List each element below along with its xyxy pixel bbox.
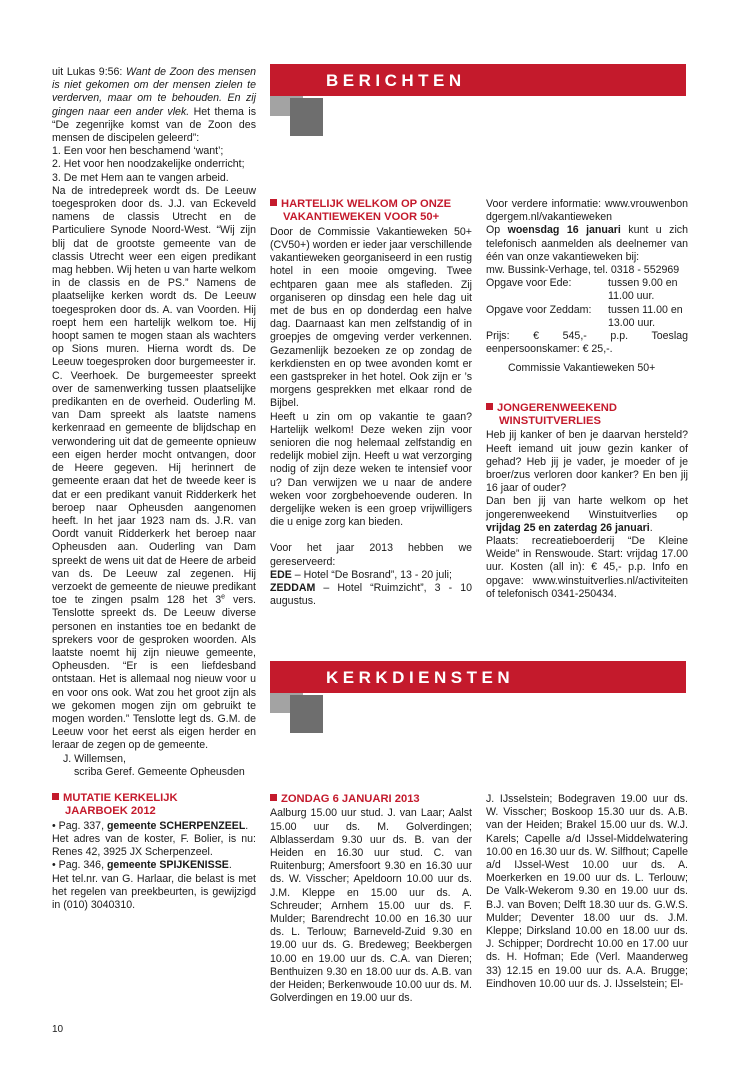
text: tussen 11.00 en	[608, 303, 683, 316]
section-banner-kerkdiensten	[270, 661, 686, 693]
paragraph: Door de Commissie Vakantieweken 50+ (CV50+) worden er ieder jaar verschillende vakantieweken georganiseerd in een rustig hotel in een mooie omgeving. Twee echtparen gaan mee als stafleden. Zij organiseren op dinsdag een hele dag uit met de bus en op donderdag een halve dag. Daarnaast kan men zelfstandig of in groepjes de omgeving verder verkennen. Gezamenlijk bezoeken ze op zondag de kerkdiensten en op twee avonden komt er een gastspreker in het hotel. Ook zijn er ’s morgens gesprekken met elkaar rond de Bijbel.	[270, 225, 472, 410]
mutation-1-body: Het adres van de koster, F. Bolier, is nu: Renes 42, 3925 JX Scherpenzeel.	[52, 832, 256, 859]
decor-block	[290, 695, 323, 733]
text: – Hotel “Ruimzicht”, 3 - 10 augustus.	[270, 582, 472, 608]
column-kerkdiensten-b	[486, 793, 688, 991]
intro-rest: Het thema is “De zegenrijke komst van de Zoon des mensen de discipelen geleerd”:	[52, 105, 256, 145]
info-line	[486, 224, 688, 264]
superscript: e	[221, 593, 226, 601]
list-item: 2. Het voor hen noodzakelijke onderricht;	[52, 158, 245, 171]
heading-line: VAKANTIEWEKEN VOOR 50+	[283, 211, 440, 224]
heading-line: ZONDAG 6 JANUARI 2013	[281, 793, 420, 805]
info-line: mw. Bussink-Verhage, tel. 0318 - 552969	[486, 264, 680, 277]
mutation-2-body: Het tel.nr. van G. Harlaar, die belast is met het regelen van preekbeurten, is gewijzigd in (010) 3040310.	[52, 872, 256, 911]
bible-quote: Want de Zoon des mensen is niet gekomen om der mensen zielen te verderven, maar om te behouden. En zij gingen naar een ander vlek.	[52, 66, 256, 118]
services-list: Aalburg 15.00 uur stud. J. van Laar; Aalst 15.00 uur ds. M. Golverdingen; Alblasserdam 9.30 uur ds. B. van der Heiden en 16.30 uur stud. C. van Ruitenburg; Amersfoort 9.30 en 16.30 uur ds. W. Visscher; Apeldoorn 10.00 uur ds. J.M. Kleppe en 15.00 uur ds. A. Schreuder; Arnhem 15.00 uur ds. F. Mulder; Barendrecht 10.00 en 16.30 uur ds. L. Terlouw; Barneveld-Zuid 9.30 en 19.00 uur ds. G. Bredeweg; Beekbergen 10.00 en 19.00 uur ds. C.A. van Dieren; Benthuizen 9.30 en 18.00 uur ds. A.B. van der Heiden; Berkenwoude 10.00 uur ds. M. Golverdingen en 19.00 uur ds.	[270, 807, 472, 1005]
installation-report	[52, 185, 256, 753]
text: • Pag. 337,	[52, 819, 107, 832]
text: – Hotel “De Bosrand”, 13 - 20 juli;	[291, 568, 452, 581]
signature-role: scriba Geref. Gemeente Opheusden	[74, 765, 245, 778]
mutation-2-title	[52, 859, 256, 872]
sunday-heading	[270, 793, 472, 806]
location-name: EDE	[270, 568, 292, 581]
report-text-b: vers. Tenslotte spreekt ds. De Leeuw diverse personen en instanties toe en bedankt de sprekers voor de gesproken woorden. Als laatste noemt hij zijn nieuwe gemeente, Opheusden. “Er is een liefdesband ontstaan. Het is allemaal nog nieuw voor u en voor ons ook. Wat zou het groot zijn als we gekomen mogen zijn om gebruikt te mogen worden.” Tenslotte legt ds. G.M. de Leeuw voor het eerst als eigen herder en leraar de zegen op de gemeente.	[52, 594, 256, 752]
heading-line: MUTATIE KERKELIJK	[63, 791, 178, 804]
ede-line	[270, 569, 472, 582]
column-left	[52, 66, 256, 912]
services-list: J. IJsselstein; Bodegraven 19.00 uur ds. W. Visscher; Boskoop 15.30 uur ds. A.B. van der Heiden; Brakel 15.00 uur ds. W.J. Karels; Capelle a/d IJssel-Middelwatering 10.00 en 16.30 uur ds. W. Silfhout; Capelle a/d IJssel-West 10.00 uur ds. A. Moerkerken en 19.00 uur ds. L. Terlouw; De Valk-Wekerom 9.30 en 19.00 uur ds. B.J. van Boven; Delft 18.30 uur ds. G.W.S. Mulder; Deventer 18.00 uur ds. J.M. Kleppe; Dirksland 10.00 en 18.00 uur ds. J. Schipper; Dordrecht 10.00 en 17.00 uur ds. H. Hofman; Ede (Verl. Maanderweg 33) 12.15 en 19.00 uur ds. A.A. Brugge; Eindhoven 10.00 uur ds. J. IJsselstein; El-	[486, 793, 688, 990]
paragraph: Plaats: recreatieboerderij “De Kleine Weide” in Renswoude. Start: vrijdag 17.00 uur. Kosten (all in): € 45,- p.p. Info en opgave: www.winstuitverlies.nl/activiteiten of telefonisch 0341-250434.	[486, 535, 688, 600]
column-kerkdiensten-a	[270, 793, 472, 1005]
square-bullet-icon	[270, 794, 277, 801]
intro-paragraph	[52, 66, 256, 145]
intro-plain: uit Lukas 9:56:	[52, 66, 127, 78]
zeddam-line	[270, 582, 472, 608]
mutation-1-title	[52, 820, 256, 833]
text: 11.00 uur.	[608, 290, 655, 303]
commission-signature: Commissie Vakantieweken 50+	[508, 362, 656, 375]
report-text-a: Na de intredepreek wordt ds. De Leeuw toegesproken door ds. J.J. van Eckeveld namens de classis Utrecht en de Particuliere Synode Noord-West. “Wij zijn blij dat de grootste gemeente van de classis Utrecht weer een eigen predikant mag hebben. Wij heten u van harte welkom in de classis en de PS.” Namens de plaatselijke kerken wordt ds. De Leeuw toegesproken door ds. A. van Voorden. Hij roept hem een hartelijk welkom toe. Hij hoopt samen te mogen staan als wachters op Sions muren. Hierna wordt ds. De Leeuw toegesproken door burgemeester ir. C. Veerhoek. De burgemeester spreekt over de samenwerking tussen plaatselijke predikanten en de overheid. Ouderling M. van Dam spreekt als laatste namens kerkenraad en gemeente de blijdschap en verwondering uit dat de gemeente opnieuw een eigen herder mocht ontvangen, door de Heere gegeven. Hij herinnert de gemeente eraan dat het de tweede keer is dat er een predikant vanuit Ridderkerk het beroep naar Opheusden aangenomen heeft. In het jaar 1923 nam ds. J.R. van Oordt vanuit Ridderkerk het beroep naar Opheusden aan. Ouderling van Dam spreekt de wens uit dat de Heere de arbeid van ds. De Leeuw zal zegenen. Hij verzoekt de gemeente de nieuwe predikant toe te zingen psalm 128 het 3	[52, 184, 256, 607]
text: tussen 9.00 en	[608, 277, 678, 290]
opgave-ede	[486, 277, 688, 290]
section-banner-berichten	[270, 64, 686, 96]
text: .	[649, 521, 653, 534]
label: Opgave voor Ede:	[486, 277, 572, 290]
signature-name: J. Willemsen,	[63, 752, 126, 765]
paragraph	[486, 495, 688, 535]
square-bullet-icon	[270, 199, 277, 206]
label: Opgave voor Zeddam:	[486, 303, 592, 316]
square-bullet-icon	[486, 403, 493, 410]
section-title: BERICHTEN	[326, 71, 466, 90]
vakantieweken-heading	[270, 198, 472, 225]
location-name: ZEDDAM	[270, 582, 316, 595]
heading-line: WINSTUITVERLIES	[499, 415, 601, 428]
text: .	[245, 819, 249, 832]
text: .	[228, 859, 232, 872]
congregation-name: gemeente SCHERPENZEEL	[106, 819, 246, 832]
heading-line: JAARBOEK 2012	[65, 805, 156, 818]
heading-line: JONGERENWEEKEND	[497, 401, 617, 414]
price-line: Prijs: € 545,- p.p. Toeslag eenpersoonskamer: € 25,-.	[486, 330, 688, 356]
page-number: 10	[52, 1024, 64, 1035]
list-item: 1. Een voor hen beschamend ‘want’;	[52, 145, 224, 158]
date: woensdag 16 januari	[507, 224, 621, 237]
column-berichten-a	[270, 198, 472, 609]
heading-line: HARTELIJK WELKOM OP ONZE	[281, 198, 452, 210]
decor-block	[290, 98, 323, 136]
info-line: Voor verdere informatie: www.vrouwenbondgergem.nl/vakantieweken	[486, 198, 688, 224]
text: Op	[486, 224, 508, 237]
sermon-points	[52, 145, 256, 185]
date: vrijdag 25 en zaterdag 26 januari	[486, 521, 650, 534]
text: kunt u zich telefonisch aanmelden als deelnemer van één van onze vakantieweken bij:	[486, 224, 688, 263]
jongerenweekend-heading	[486, 402, 688, 429]
paragraph: Voor het jaar 2013 hebben we gereserveerd:	[270, 542, 472, 568]
paragraph: Heeft u zin om op vakantie te gaan? Hartelijk welkom! Deze weken zijn voor senioren die nog helemaal zelfstandig en redelijk mobiel zijn. Heeft u wat verzorging nodig of zijn deze weken te intensief voor u? Dan verwijzen we u naar de andere weken voor zorgbehoevende ouderen. In dergelijke weken is een groep vrijwilligers die u enige zorg kan bieden.	[270, 410, 472, 529]
opgave-zeddam	[486, 304, 688, 317]
text: Dan ben jij van harte welkom op het jongerenweekend Winstuitverlies op	[486, 495, 688, 521]
square-bullet-icon	[52, 793, 59, 800]
mutatie-heading	[52, 792, 256, 819]
column-berichten-b	[486, 198, 688, 601]
section-title: KERKDIENSTEN	[326, 668, 515, 687]
congregation-name: gemeente SPIJKENISSE	[106, 859, 229, 872]
list-item: 3. De met Hem aan te vangen arbeid.	[52, 171, 229, 184]
paragraph: Heb jij kanker of ben je daarvan hersteld? Heeft iemand uit jouw gezin kanker of gehad? Heb jij je vader, je moeder of je broer/zus verloren door kanker? En ben jij 16 jaar of ouder?	[486, 429, 688, 495]
text: • Pag. 346,	[52, 859, 107, 872]
text: 13.00 uur.	[608, 316, 656, 329]
